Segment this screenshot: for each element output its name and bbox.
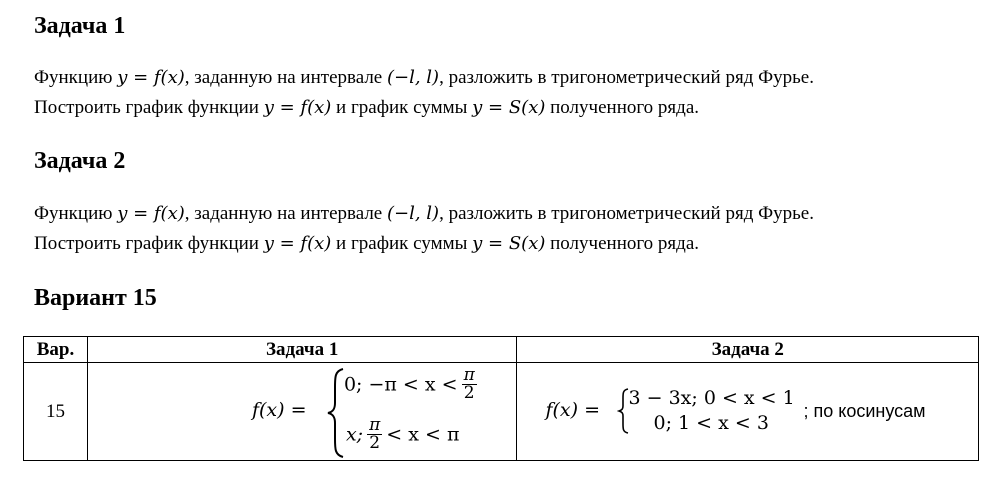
math-expression: y = S(x) bbox=[472, 97, 546, 118]
variant-heading: Вариант 15 bbox=[34, 285, 157, 311]
math-expression: (−l, l) bbox=[387, 67, 440, 88]
math-expression: y = f(x) bbox=[263, 233, 332, 254]
task2-line1: Функцию y = f(x), заданную на интервале (−l, l), разложить в тригонометрический ряд Фурье. bbox=[34, 203, 814, 224]
task2-case2: 0; 1 < x < 3 bbox=[653, 412, 769, 434]
task2-heading: Задача 2 bbox=[34, 148, 126, 174]
table-header-row bbox=[24, 337, 979, 363]
task2-line2: Построить график функции y = f(x) и график суммы y = S(x) полученного ряда. bbox=[34, 233, 700, 254]
task1-line2: Построить график функции y = f(x) и график суммы y = S(x) полученного ряда. bbox=[34, 97, 700, 118]
row-task2-cell bbox=[517, 363, 979, 461]
task1-heading: Задача 1 bbox=[34, 13, 126, 39]
header-task2: Задача 2 bbox=[517, 337, 979, 363]
math-expression: y = S(x) bbox=[472, 233, 546, 254]
math-expression: y = f(x) bbox=[263, 97, 332, 118]
fraction: $\frac{\pi}{2}$ bbox=[463, 365, 475, 403]
row-task1-cell bbox=[87, 363, 517, 461]
table-row bbox=[24, 363, 979, 461]
task1-lhs: f(x) = bbox=[251, 399, 307, 421]
task2-lhs: f(x) = bbox=[545, 399, 601, 421]
task1-case2: x; $\frac{\pi}{2}$ < x < π bbox=[345, 415, 460, 453]
task2-case1: 3 − 3x; 0 < x < 1 bbox=[628, 387, 795, 409]
math-expression: y = f(x) bbox=[117, 203, 185, 224]
task1-line1: Функцию y = f(x), заданную на интервале (−l, l), разложить в тригонометрический ряд Фурье. bbox=[34, 67, 814, 88]
task1-case1: 0; −π < x < $\frac{\pi}{2}$ bbox=[343, 365, 475, 403]
task2-note: ; по косинусам bbox=[803, 401, 926, 421]
math-expression: (−l, l) bbox=[387, 203, 440, 224]
row-var: 15 bbox=[24, 363, 88, 461]
variant-table bbox=[23, 336, 979, 461]
math-expression: y = f(x) bbox=[117, 67, 185, 88]
header-task1: Задача 1 bbox=[87, 337, 517, 363]
fraction: $\frac{\pi}{2}$ bbox=[369, 415, 381, 453]
header-var: Вар. bbox=[24, 337, 88, 363]
